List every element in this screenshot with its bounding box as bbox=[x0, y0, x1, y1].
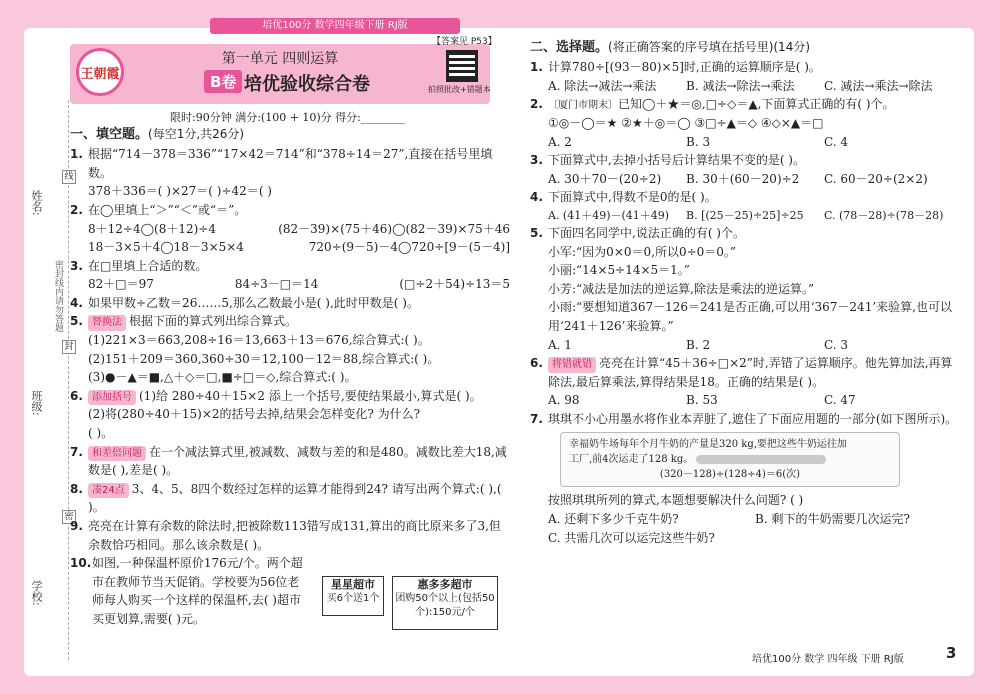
option-a: A. 2 bbox=[548, 134, 572, 149]
store-name: 星星超市 bbox=[331, 578, 375, 591]
binding-strip bbox=[24, 100, 74, 660]
seal-mark-line: 线 bbox=[62, 170, 76, 184]
section-title: 二、选择题。 bbox=[530, 40, 609, 55]
option-a: A. 30＋70－(20÷2) bbox=[548, 171, 662, 186]
qr-caption: 拍照批改+错题本 bbox=[428, 85, 491, 94]
question-text: 琪琪不小心用墨水将作业本弄脏了,遮住了下面应用题的一部分(如下图所示)。 bbox=[548, 411, 958, 426]
option-b: B. 剩下的牛奶需要几次运完? bbox=[755, 512, 910, 527]
option-b: B. 3 bbox=[686, 134, 711, 149]
section-subtitle: (将正确答案的序号填在括号里)(14分) bbox=[608, 40, 811, 54]
question-text: 根据“714－378＝336”“17×42＝714”和“378÷14＝27”,直接在括号里填数。 bbox=[88, 147, 493, 180]
q3-row bbox=[70, 275, 510, 294]
seal-mark-secret: 密 bbox=[62, 510, 76, 524]
question-text: 3、4、5、8四个数经过怎样的运算才能得到24? 请写出两个算式:( ),( )。 bbox=[88, 481, 502, 515]
question-8: 8. 凑24点 3、4、5、8四个数经过怎样的运算才能得到24? 请写出两个算式:( ),( )。 bbox=[70, 481, 502, 515]
exam-meta: 限时:90分钟 满分:(100 + 10)分 得分:________ bbox=[170, 111, 405, 124]
compare-item: 720÷(9－5)－4◯720÷[9－(5－4)] bbox=[308, 240, 510, 255]
question-text: 在◯里填上“＞”“＜”或“＝”。 bbox=[88, 202, 247, 217]
choice-options bbox=[530, 133, 962, 152]
class-label: 班级: bbox=[30, 390, 43, 416]
option-a: A. 还剩下多少千克牛奶? bbox=[548, 512, 679, 527]
page-number: 3 bbox=[946, 644, 957, 662]
q5-part-1: (1)221×3＝663,208÷16＝13,663＋13＝676,综合算式:( )。 bbox=[88, 333, 430, 348]
school-label: 学校: bbox=[30, 580, 43, 606]
choice-question-6: 6. 将错就错 亮亮在计算“45＋36÷□×2”时,弄错了运算顺序。他先算加法,再算除法,最后算乘法,算得结果是18。正确的结果是( )。 bbox=[530, 356, 953, 389]
fill-item: 82＋□＝97 bbox=[88, 277, 154, 292]
option-a: A. (41＋49)－(41＋49) bbox=[548, 208, 670, 222]
question-4: 4. 如果甲数÷乙数＝26……5,那么乙数最小是( ),此时甲数是( )。 bbox=[70, 294, 510, 313]
store-card-xingxing bbox=[322, 576, 384, 616]
choice-question-5: 5. 下面四名同学中,说法正确的有( )个。 bbox=[530, 224, 962, 243]
statement-xiaofang: 小芳:“减法是加法的逆运算,除法是乘法的逆运算。” bbox=[548, 281, 815, 296]
option-b: B. 53 bbox=[686, 393, 718, 408]
seal-mark-seal: 封 bbox=[62, 340, 76, 354]
ink-smudge bbox=[696, 455, 826, 464]
method-tag: 将错就错 bbox=[548, 357, 596, 373]
option-c: C. 3 bbox=[824, 337, 849, 352]
question-text: 在□里填上合适的数。 bbox=[88, 258, 208, 273]
fill-item: (□÷2＋54)÷13＝5 bbox=[399, 277, 510, 292]
method-tag: 和差倍问题 bbox=[88, 446, 146, 462]
card-line: 幸福奶牛场每年个月牛奶的产量是320 kg,要把这些牛奶运往加 bbox=[569, 439, 847, 451]
choice-question-2: 2. 〔厦门市期末〕已知◯＋★＝◎,□÷◇＝▲,下面算式正确的有( )个。 bbox=[530, 97, 895, 112]
question-text: 已知◯＋★＝◎,□÷◇＝▲,下面算式正确的有( )个。 bbox=[618, 97, 895, 112]
method-tag: 凑24点 bbox=[88, 483, 129, 499]
footer-text: 培优100分 数学 四年级 下册 RJ版 bbox=[752, 654, 904, 665]
option-a: A. 1 bbox=[548, 337, 572, 352]
name-label: 姓名: bbox=[30, 190, 43, 216]
question-text: 计算780÷[(93－80)×5]时,正确的运算顺序是( )。 bbox=[548, 60, 821, 75]
question-text: 下面四名同学中,说法正确的有( )个。 bbox=[548, 225, 745, 240]
statement-xiaoli: 小丽:“14×5÷14×5＝1。” bbox=[548, 263, 690, 278]
method-tag: 添加括号 bbox=[88, 390, 136, 406]
store-name: 惠多多超市 bbox=[417, 578, 473, 591]
choice-question-1: 1. 计算780÷[(93－80)×5]时,正确的运算顺序是( )。 bbox=[530, 58, 962, 77]
question-text: 根据下面的算式列出综合算式。 bbox=[129, 314, 298, 329]
compare-item: 18－3×5＋4◯18－3×5×4 bbox=[88, 240, 244, 255]
question-2: 2. 在◯里填上“＞”“＜”或“＝”。 bbox=[70, 201, 510, 220]
smudged-problem-card bbox=[560, 432, 900, 487]
compare-item: (82－39)×(75＋46)◯(82－39)×75＋46 bbox=[278, 221, 510, 236]
choice-question-4: 4. 下面算式中,得数不是0的是( )。 bbox=[530, 188, 962, 207]
card-line: 工厂,前4次运走了128 kg。 bbox=[569, 454, 694, 466]
section-choice-title bbox=[530, 38, 962, 58]
q5-part-3: (3)●－▲＝■,△＋◇＝□,■÷□＝◇,综合算式:( )。 bbox=[88, 370, 357, 385]
option-c: C. 减法→乘法→除法 bbox=[824, 78, 933, 93]
option-c: C. 60－20÷(2×2) bbox=[824, 171, 928, 186]
section-subtitle: (每空1分,共26分) bbox=[148, 127, 245, 141]
top-banner: 培优100分 数学四年级下册 RJ版 bbox=[210, 18, 460, 34]
question-text: 如图,一种保温杯原价176元/个。两个超市在教师节当天促销。学校要为56位老师每人购买一个这样的保温杯,去( )超市买更划算,需要( )元。 bbox=[92, 556, 303, 626]
choice-options bbox=[530, 77, 962, 96]
question-1: 1. 根据“714－378＝336”“17×42＝714”和“378÷14＝27”,直接在括号里填数。 bbox=[70, 145, 510, 182]
q6-answer-line: ( )。 bbox=[88, 426, 114, 441]
question-text: 下面算式中,得数不是0的是( )。 bbox=[548, 190, 717, 205]
question-text: (1)给 280÷40＋15×2 添上一个括号,要使结果最小,算式是( )。 bbox=[139, 388, 482, 403]
fill-item: 84÷3－□＝14 bbox=[234, 277, 319, 292]
choice-options bbox=[530, 510, 962, 529]
q2-row-1 bbox=[70, 220, 510, 239]
option-c: C. (78－28)÷(78－28) bbox=[824, 208, 944, 222]
q1-answer-line: 378＋336＝( )×27＝( )÷42＝( ) bbox=[88, 184, 272, 199]
compare-item: 8＋12÷4◯(8＋12)÷4 bbox=[88, 221, 216, 236]
question-6: 6. 添加括号 (1)给 280÷40＋15×2 添上一个括号,要使结果最小,算式是( )。 bbox=[70, 387, 510, 406]
question-9: 9. 亮亮在计算有余数的除法时,把被除数113错写成131,算出的商比原来多了3,但余数恰巧相同。那么该余数是( )。 bbox=[70, 517, 510, 554]
q6-part-2: (2)将(280÷40＋15)×2的括号去掉,结果会怎样变化? 为什么? bbox=[88, 407, 421, 422]
section-title: 一、填空题。 bbox=[70, 127, 149, 142]
q5-part-2: (2)151＋209＝360,360÷30＝12,100－12＝88,综合算式:( )。 bbox=[88, 351, 440, 366]
question-text: 下面算式中,去掉小括号后计算结果不变的是( )。 bbox=[548, 153, 805, 168]
question-10: 10. 如图,一种保温杯原价176元/个。两个超市在教师节当天促销。学校要为56位老师每人购买一个这样的保温杯,去( )超市买更划算,需要( )元。 bbox=[70, 554, 510, 628]
seal-line bbox=[68, 100, 69, 660]
question-source: 〔厦门市期末〕 bbox=[548, 100, 618, 112]
unit-title: 第一单元 四则运算 bbox=[221, 51, 339, 67]
option-c: C. 共需几次可以运完这些牛奶? bbox=[548, 530, 715, 545]
q7-ask: 按照琪琪所列的算式,本题想要解决什么问题? ( ) bbox=[548, 493, 804, 508]
question-5: 5. 替换法 根据下面的算式列出综合算式。 bbox=[70, 312, 510, 331]
option-b: B. 30＋(60－20)÷2 bbox=[686, 171, 800, 186]
choice-question-7: 7. 琪琪不小心用墨水将作业本弄脏了,遮住了下面应用题的一部分(如下图所示)。 bbox=[530, 410, 962, 429]
qr-code-icon bbox=[446, 50, 478, 82]
store-promo: 团购50个以上(包括50个):150元/个 bbox=[395, 593, 495, 619]
option-b: B. [(25－25)÷25]÷25 bbox=[686, 208, 804, 222]
question-7: 7. 和差倍问题 在一个减法算式里,被减数、减数与差的和是480。减数比差大18,减数是( ),差是( )。 bbox=[70, 444, 507, 478]
paper-badge: B卷 bbox=[204, 70, 242, 93]
choice-question-3: 3. 下面算式中,去掉小括号后计算结果不变的是( )。 bbox=[530, 151, 962, 170]
store-promo: 买6个送1个 bbox=[326, 593, 380, 605]
choice-options bbox=[530, 170, 962, 189]
choice-options bbox=[530, 391, 962, 410]
section-fill-title bbox=[70, 125, 510, 145]
card-equation: (320－128)÷(128÷4)＝6(次) bbox=[659, 469, 801, 481]
question-3: 3. 在□里填上合适的数。 bbox=[70, 257, 510, 276]
question-text: 在一个减法算式里,被减数、减数与差的和是480。减数比差大18,减数是( ),差是( )。 bbox=[88, 444, 507, 478]
option-a: A. 98 bbox=[548, 393, 580, 408]
option-b: B. 减法→除法→乘法 bbox=[686, 78, 795, 93]
answer-reference: 【答案见 P53】 bbox=[432, 37, 497, 47]
option-b: B. 2 bbox=[686, 337, 711, 352]
question-text: 亮亮在计算有余数的除法时,把被除数113错写成131,算出的商比原来多了3,但余数恰巧相同。那么该余数是( )。 bbox=[88, 519, 501, 552]
choice-options bbox=[530, 207, 962, 224]
seal-note: 密封线内请勿答题 bbox=[53, 260, 63, 332]
option-c: C. 47 bbox=[824, 393, 856, 408]
store-card-huiduoduo bbox=[392, 576, 498, 630]
brand-logo: 王朝霞 bbox=[76, 48, 124, 96]
option-a: A. 除法→减法→乘法 bbox=[548, 78, 657, 93]
q2-row-2 bbox=[70, 238, 510, 257]
paper-title: 培优验收综合卷 bbox=[244, 74, 370, 95]
right-column bbox=[530, 38, 962, 547]
left-column bbox=[70, 125, 510, 629]
option-c: C. 4 bbox=[824, 134, 849, 149]
method-tag: 替换法 bbox=[88, 315, 126, 331]
statement-xiaoyu: 小雨:“要想知道367－126＝241是否正确,可以用‘367－241’来验算,也可以用‘241＋126’来验算。” bbox=[548, 300, 952, 333]
statement-xiaojun: 小军:“因为0×0＝0,所以0÷0＝0。” bbox=[548, 244, 737, 259]
q2-statements: ①◎－◯＝★ ②★＋◎＝◯ ③□÷▲＝◇ ④◇×▲＝□ bbox=[548, 115, 824, 130]
question-text: 亮亮在计算“45＋36÷□×2”时,弄错了运算顺序。他先算加法,再算除法,最后算乘法,算得结果是18。正确的结果是( )。 bbox=[548, 356, 953, 389]
question-text: 如果甲数÷乙数＝26……5,那么乙数最小是( ),此时甲数是( )。 bbox=[88, 295, 419, 310]
choice-options bbox=[530, 336, 962, 355]
